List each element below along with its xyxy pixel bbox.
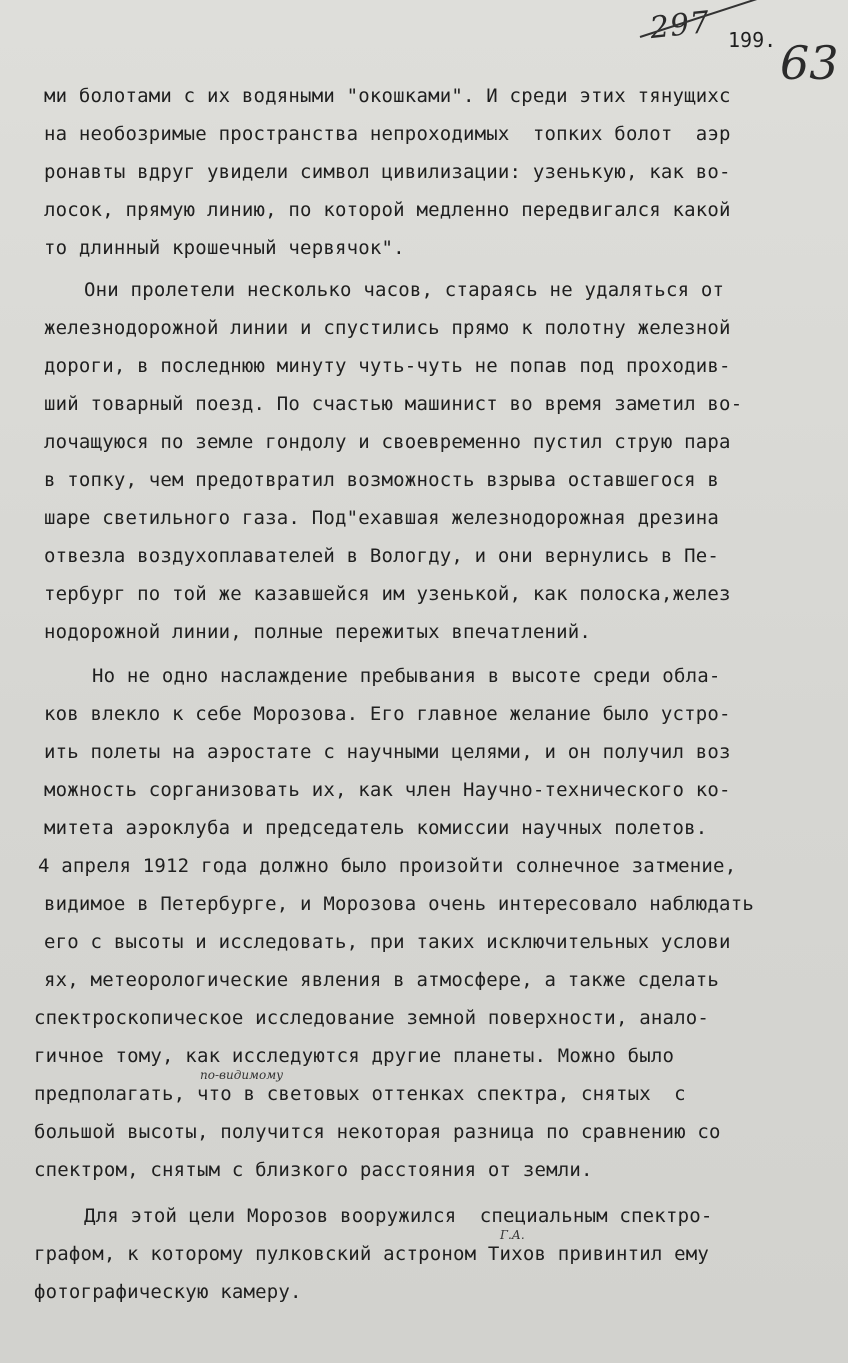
text-line: лосок, прямую линию, по которой медленно передвигался какой	[44, 199, 731, 221]
folio-number: 63	[780, 36, 839, 90]
text-line: можность сорганизовать их, как член Научно-технического ко-	[44, 779, 731, 801]
text-line: тербург по той же казавшейся им узенькой, как полоска,желез	[44, 583, 731, 605]
text-line: ший товарный поезд. По счастью машинист во время заметил во-	[44, 393, 743, 415]
text-line: 4 апреля 1912 года должно было произойти солнечное затмение,	[38, 855, 737, 877]
page-number: 199.	[728, 28, 777, 52]
text-line: железнодорожной линии и спустились прямо к полотну железной	[44, 317, 731, 339]
text-line: фотографическую камеру.	[34, 1281, 302, 1303]
text-line: то длинный крошечный червячок".	[44, 237, 405, 259]
handwritten-insertion: по-видимому	[200, 1068, 284, 1082]
text-line: большой высоты, получится некоторая разница по сравнению со	[34, 1121, 721, 1143]
text-line: митета аэроклуба и председатель комиссии научных полетов.	[44, 817, 708, 839]
text-line: ить полеты на аэростате с научными целями, и он получил воз	[44, 741, 731, 763]
text-line: ми болотами с их водяными "окошками". И среди этих тянущихс	[44, 85, 731, 107]
text-line: дороги, в последнюю минуту чуть-чуть не попав под проходив-	[44, 355, 731, 377]
text-line: в топку, чем предотвратил возможность взрыва оставшегося в	[44, 469, 720, 491]
text-line: предполагать, что в световых оттенках спектра, снятых с	[34, 1083, 686, 1105]
handwritten-insertion: Г.А.	[500, 1228, 525, 1242]
text-line: Для этой цели Морозов вооружился специальным спектро-	[84, 1205, 713, 1227]
text-line: его с высоты и исследовать, при таких исключительных услови	[44, 931, 731, 953]
text-line: ях, метеорологические явления в атмосфере, а также сделать	[44, 969, 720, 991]
text-line: Но не одно наслаждение пребывания в высоте среди обла-	[92, 665, 721, 687]
text-line: на необозримые пространства непроходимых топких болот аэр	[44, 123, 731, 145]
text-line: Они пролетели несколько часов, стараясь не удаляться от	[84, 279, 725, 301]
text-line: гичное тому, как исследуются другие планеты. Можно было	[34, 1045, 675, 1067]
text-line: отвезла воздухоплавателей в Вологду, и они вернулись в Пе-	[44, 545, 720, 567]
text-line: спектром, снятым с близкого расстояния от земли.	[34, 1159, 593, 1181]
text-line: нодорожной линии, полные пережитых впечатлений.	[44, 621, 592, 643]
text-line: графом, к которому пулковский астроном Тихов привинтил ему	[34, 1243, 710, 1265]
text-line: видимое в Петербурге, и Морозова очень интересовало наблюдать	[44, 893, 754, 915]
text-line: лочащуюся по земле гондолу и своевременно пустил струю пара	[44, 431, 731, 453]
text-line: ков влекло к себе Морозова. Его главное желание было устро-	[44, 703, 731, 725]
text-line: ронавты вдруг увидели символ цивилизации: узенькую, как во-	[44, 161, 731, 183]
text-line: спектроскопическое исследование земной поверхности, анало-	[34, 1007, 710, 1029]
text-line: шаре светильного газа. Под"ехавшая железнодорожная дрезина	[44, 507, 720, 529]
archive-number: 297	[648, 4, 712, 47]
